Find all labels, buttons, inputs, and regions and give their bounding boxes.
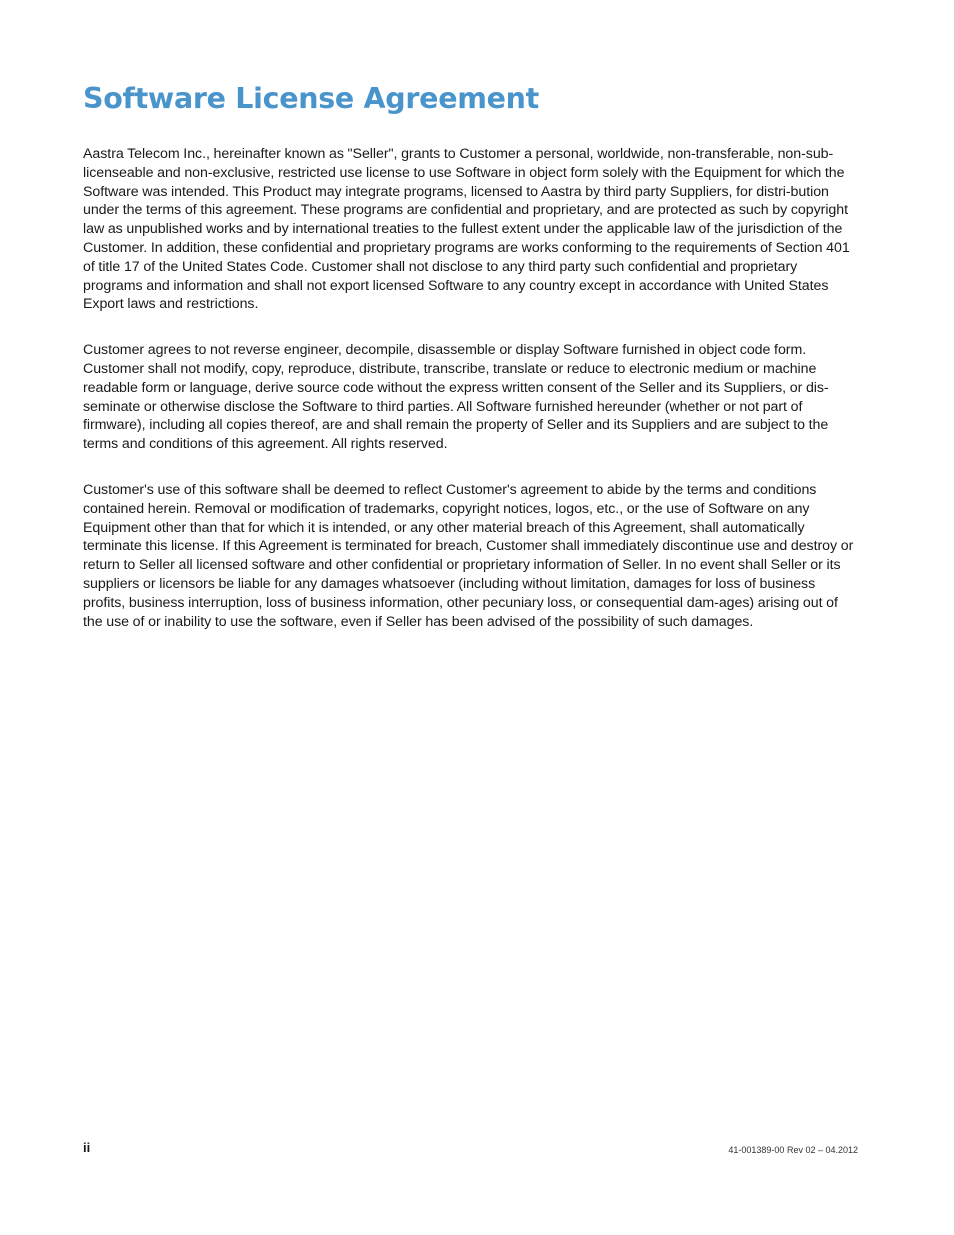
paragraph-license-grant: Aastra Telecom Inc., hereinafter known as "Seller", grants to Customer a personal, worldwide, non-transferable, non-sub-licenseable and non-exclusive, restricted use license to use Software in object form solely with the Equipment for which the Software was intended. This Product may integrate programs, licensed to Aastra by third party Suppliers, for distri-bution under the terms of this agreement. These programs are confidential and proprietary, and are protected as such by copyright law as unpublished works and by international treaties to the fullest extent under the applicable law of the jurisdiction of the Customer. In addition, these confidential and proprietary programs are works conforming to the requirements of Section 401 of title 17 of the United States Code. Customer shall not disclose to any third party such confidential and proprietary programs and information and shall not export licensed Software to any country except in accordance with United States Export laws and restrictions. (83, 146, 850, 313)
footer-document-id: 41-001389-00 Rev 02 – 04.2012 (728, 1145, 858, 1155)
paragraph-restrictions: Customer agrees to not reverse engineer, decompile, disassemble or display Software furnished in object code form. Customer shall not modify, copy, reproduce, distribute, transcribe, translate or reduce to electronic medium or machine readable form or language, derive source code without the express written consent of the Seller and its Suppliers, or dis-seminate or otherwise disclose the Software to third parties. All Software furnished hereunder (whether or not part of firmware), including all copies thereof, are and shall remain the property of Seller and its Suppliers and are subject to the terms and conditions of this agreement. All rights reserved. (83, 342, 829, 453)
page-title: Software License Agreement (83, 82, 539, 115)
agreement-body (83, 145, 859, 658)
footer-page-number: ii (83, 1140, 91, 1155)
paragraph-termination: Customer's use of this software shall be deemed to reflect Customer's agreement to abide by the terms and conditions contained herein. Removal or modification of trademarks, copyright notices, logos, etc., or the use of Software on any Equipment other than that for which it is intended, or any other material breach of this Agreement, shall automatically terminate this license. If this Agreement is terminated for breach, Customer shall immediately discontinue use and destroy or return to Seller all licensed software and other confidential or proprietary information of Seller. In no event shall Seller or its suppliers or licensors be liable for any damages whatsoever (including without limitation, damages for loss of business profits, business interruption, loss of business information, other pecuniary loss, or consequential dam-ages) arising out of the use of or inability to use the software, even if Seller has been advised of the possibility of such damages. (83, 481, 854, 630)
